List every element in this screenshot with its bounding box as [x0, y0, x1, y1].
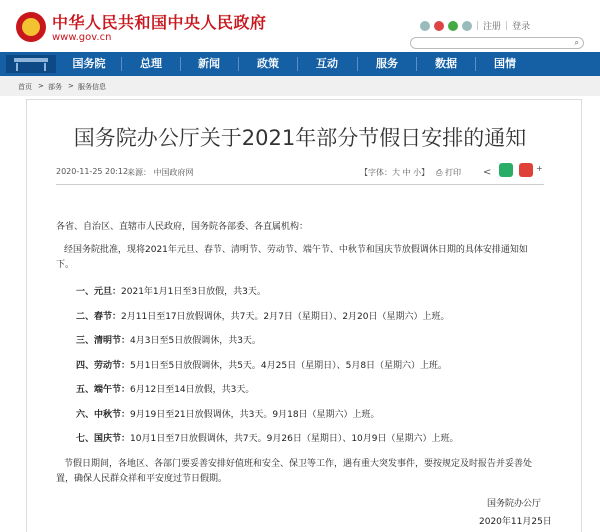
- holiday-item: 二、春节：2月11日至17日放假调休，共7天。2月7日（星期日）、2月20日（星期六）上班。: [76, 312, 450, 322]
- holiday-item: 四、劳动节：5月1日至5日放假调休，共5天。4月25日（星期日）、5月8日（星期六）上班。: [76, 361, 448, 371]
- holiday-item: 五、端午节：6月12日至14日放假，共3天。: [76, 385, 255, 395]
- article-date: 2020-11-25 20:12: [56, 167, 129, 176]
- app-icon[interactable]: [462, 21, 472, 31]
- print-icon: ⎙: [436, 168, 443, 177]
- nav-item-policy[interactable]: 政策: [257, 57, 279, 70]
- breadcrumb-service-info[interactable]: 服务信息: [78, 83, 106, 91]
- holiday-item: 六、中秋节：9月19日至21日放假调休，共3天。9月18日（星期六）上班。: [76, 410, 380, 420]
- nav-item-premier[interactable]: 总理: [140, 57, 162, 70]
- closing-line-1: 节假日期间，各地区、各部门要妥善安排好值班和安全、保卫等工作，遇有重大突发事件，要按规定及时报告并妥善处: [64, 459, 533, 469]
- breadcrumb-home[interactable]: 首页: [18, 83, 32, 91]
- nav-item-interaction[interactable]: 互动: [316, 57, 338, 70]
- wechat-icon[interactable]: [448, 21, 458, 31]
- print-button[interactable]: ⎙ 打印: [436, 168, 461, 177]
- intro-line-2: 下。: [56, 260, 75, 270]
- search-icon[interactable]: ⌕: [574, 38, 579, 47]
- more-share-icon[interactable]: +: [536, 164, 543, 173]
- breadcrumb: 首页 > 部务 > 服务信息: [0, 76, 600, 96]
- search-input[interactable]: [410, 37, 584, 49]
- login-link[interactable]: 登录: [512, 22, 531, 32]
- nav-item-national-conditions[interactable]: 国情: [494, 57, 516, 70]
- site-domain: www.gov.cn: [52, 32, 112, 43]
- wechat-share-icon[interactable]: [499, 163, 513, 177]
- holiday-item: 三、清明节：4月3日至5日放假调休，共3天。: [76, 336, 261, 346]
- article-source: 来源： 中国政府网: [127, 168, 194, 177]
- weibo-icon[interactable]: [434, 21, 444, 31]
- national-emblem-icon: [16, 12, 46, 42]
- intro-line-1: 经国务院批准，现将2021年元旦、春节、清明节、劳动节、端午节、中秋节和国庆节放假调休日期的具体安排通知如: [64, 245, 528, 255]
- mobile-icon[interactable]: [420, 21, 430, 31]
- main-nav: [0, 52, 600, 76]
- breadcrumb-ministries[interactable]: 部务: [48, 83, 62, 91]
- salutation: 各省、自治区、直辖市人民政府，国务院各部委、各直属机构：: [56, 222, 309, 232]
- nav-item-news[interactable]: 新闻: [198, 57, 220, 70]
- building-logo-icon[interactable]: [6, 55, 56, 73]
- signature-date: 2020年11月25日: [479, 517, 552, 527]
- article-title: 国务院办公厅关于2021年部分节假日安排的通知: [73, 126, 527, 150]
- holiday-item: 七、国庆节：10月1日至7日放假调休，共7天。9月26日（星期日）、10月9日（星期六）上班。: [76, 434, 459, 444]
- holiday-item: 一、元旦：2021年1月1日至3日放假，共3天。: [76, 287, 266, 297]
- nav-item-data[interactable]: 数据: [435, 57, 457, 70]
- font-size-control[interactable]: 【字体：大 中 小】: [360, 168, 430, 177]
- weibo-share-icon[interactable]: [519, 163, 533, 177]
- site-name[interactable]: 中华人民共和国中央人民政府: [52, 13, 267, 32]
- share-icon[interactable]: <: [483, 167, 492, 178]
- signature: 国务院办公厅: [487, 499, 542, 509]
- nav-item-state-council[interactable]: 国务院: [72, 57, 106, 70]
- top-links: | 注册 | 登录: [420, 19, 530, 32]
- register-link[interactable]: 注册: [483, 22, 502, 32]
- divider: [56, 184, 544, 185]
- site-header: [0, 0, 600, 52]
- nav-item-service[interactable]: 服务: [376, 57, 398, 70]
- closing-line-2: 置，确保人民群众祥和平安度过节日假期。: [56, 474, 228, 484]
